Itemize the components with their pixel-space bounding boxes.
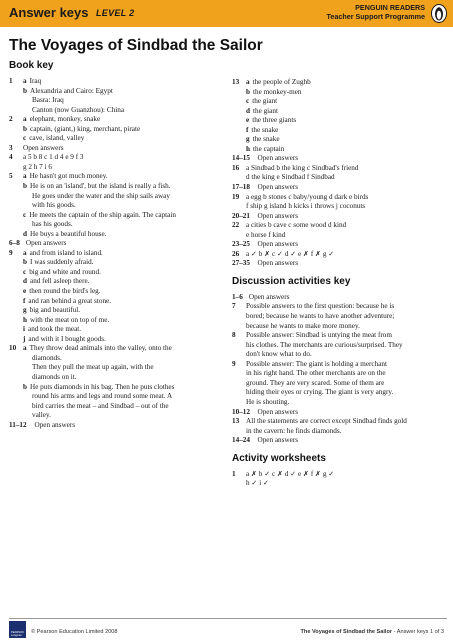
question-number: 1 — [232, 469, 236, 478]
answer-line — [232, 240, 447, 250]
answer-text: a cities b cave c some wood d kind — [246, 221, 347, 230]
question-number: 6–8 — [9, 239, 20, 248]
answer-text: Open answers — [34, 420, 76, 429]
answer-line — [232, 164, 447, 174]
answer-line — [232, 360, 447, 370]
answer-text: the monkey-men — [253, 87, 302, 96]
discussion-heading: Discussion activities key — [232, 275, 351, 287]
answer-text: Open answers — [248, 292, 290, 301]
answer-line — [9, 96, 224, 106]
answer-letter: a — [23, 248, 27, 257]
question-number: 9 — [232, 359, 236, 368]
answer-text: Alexandria and Cairo: Egypt — [30, 86, 113, 95]
answer-text: He puts diamonds in his bag. Then he puts clothes — [30, 382, 175, 391]
answer-text: Possible answers to the first question: because he is — [246, 302, 395, 311]
answer-line — [232, 183, 447, 193]
question-number: 4 — [9, 153, 13, 162]
answer-text: He is shouting. — [246, 397, 290, 406]
answer-line — [9, 239, 224, 249]
question-number: 14–24 — [232, 436, 250, 445]
answer-text: I was suddenly afraid. — [30, 258, 94, 267]
question-number: 10 — [9, 344, 17, 353]
answer-text: big and beautiful. — [29, 306, 81, 315]
answer-text: e horse f kind — [246, 230, 286, 239]
answer-text: has his goods. — [32, 220, 73, 229]
answer-text: the giant — [253, 106, 278, 115]
answer-line — [9, 87, 224, 97]
level-label: LEVEL 2 — [96, 8, 135, 18]
answer-line — [9, 258, 224, 268]
answer-text: bird carries the meat – and Sindbad – out of the — [32, 401, 169, 410]
answer-line — [9, 201, 224, 211]
answer-letter: a — [23, 77, 27, 85]
publisher-block — [326, 3, 425, 21]
answer-text: Open answers — [257, 183, 299, 192]
answer-text: and ran behind a great stone. — [28, 296, 112, 305]
answer-line — [9, 354, 224, 364]
answer-text: valley. — [32, 411, 51, 420]
answer-line — [9, 363, 224, 373]
answer-letter: d — [246, 106, 250, 115]
answer-line — [9, 153, 224, 163]
answer-text: Possible answer: The giant is holding a merchant — [246, 359, 387, 368]
answer-text: in the cavern: he finds diamonds. — [246, 426, 342, 435]
answer-line — [9, 277, 224, 287]
right-column — [232, 78, 447, 489]
answer-letter: h — [23, 315, 27, 324]
answer-line — [232, 126, 447, 136]
answer-line — [232, 250, 447, 260]
page-title: The Voyages of Sindbad the Sailor — [9, 37, 263, 54]
answer-text: the snake — [251, 125, 279, 134]
answer-text: Possible answer: Sindbad is untying the meat from — [246, 331, 392, 340]
left-column — [9, 58, 224, 430]
answer-letter: b — [23, 124, 27, 133]
answer-line — [232, 312, 447, 322]
answer-text: the captain — [253, 144, 285, 153]
answer-line — [9, 172, 224, 182]
answer-text: and fell asleep there. — [30, 277, 90, 286]
worksheets-list — [232, 470, 447, 489]
pearson-logo-icon — [9, 621, 26, 638]
question-number: 5 — [9, 172, 13, 181]
answer-letter: b — [23, 182, 27, 191]
answer-text: Open answers — [257, 154, 299, 163]
answer-text: Open answers — [25, 239, 67, 248]
answer-letter: b — [246, 87, 250, 96]
header-bar — [0, 0, 453, 27]
answer-text: Canton (now Guanzhou): China — [32, 105, 125, 114]
answer-line — [9, 316, 224, 326]
answer-text: Open answers — [257, 259, 299, 268]
answer-line — [232, 331, 447, 341]
answer-line — [232, 116, 447, 126]
answer-letter: d — [23, 277, 27, 286]
answer-line — [9, 287, 224, 297]
footer-book-title: The Voyages of Sindbad the Sailor — [300, 629, 393, 635]
question-number: 11–12 — [9, 420, 27, 429]
question-number: 16 — [232, 163, 240, 172]
answer-line — [232, 350, 447, 360]
footer — [0, 612, 453, 640]
footer-title — [300, 629, 444, 635]
book-key-continued-list — [232, 78, 447, 269]
answer-line — [9, 411, 224, 421]
answer-line — [232, 302, 447, 312]
answer-line — [232, 322, 447, 332]
answer-letter: g — [246, 135, 250, 144]
answer-text: He hasn't got much money. — [29, 172, 108, 181]
answer-line — [9, 77, 224, 87]
answer-text: d the king e Sindbad f Sindbad — [246, 173, 335, 182]
footer-page-info: - Answer keys 1 of 3 — [392, 629, 444, 635]
answer-line — [232, 154, 447, 164]
answer-line — [9, 392, 224, 402]
answer-text: He meets the captain of the ship again. The captain — [29, 210, 176, 219]
pearson-logo-text: PEARSON Longman — [11, 631, 24, 637]
answer-line — [232, 78, 447, 88]
answer-letter: b — [23, 86, 27, 95]
answer-letter: a — [246, 78, 250, 86]
question-number: 14–15 — [232, 154, 250, 163]
answer-text: the three giants — [252, 116, 297, 125]
answer-letter: j — [23, 334, 26, 343]
answer-text: All the statements are correct except Sindbad finds gold — [246, 417, 407, 426]
answer-line — [9, 125, 224, 135]
answer-line — [232, 398, 447, 408]
answer-letter: i — [23, 325, 25, 334]
answer-text: Open answers — [23, 143, 64, 152]
answer-text: Open answers — [257, 436, 299, 445]
question-number: 1 — [9, 77, 13, 85]
answer-line — [232, 107, 447, 117]
answer-line — [9, 344, 224, 354]
question-number: 1–6 — [232, 292, 243, 301]
question-number: 3 — [9, 143, 13, 152]
question-number: 10–12 — [232, 407, 250, 416]
answer-text: with his goods. — [32, 201, 76, 210]
answer-line — [9, 115, 224, 125]
answer-letter: c — [23, 134, 27, 143]
question-number: 13 — [232, 417, 240, 426]
answer-line — [232, 173, 447, 183]
question-number: 2 — [9, 115, 13, 124]
question-number: 8 — [232, 331, 236, 340]
answer-line — [232, 379, 447, 389]
answer-letter: e — [246, 116, 250, 125]
answer-text: because he wants to make more money. — [246, 321, 360, 330]
answer-line — [232, 388, 447, 398]
publisher-line-1: PENGUIN READERS — [355, 3, 425, 12]
answer-text: captain, (giant,) king, merchant, pirate — [30, 124, 141, 133]
answer-line — [9, 182, 224, 192]
answer-letter: a — [23, 172, 27, 181]
question-number: 17–18 — [232, 183, 250, 192]
answer-letter: a — [23, 344, 27, 353]
answer-text: with the meat on top of me. — [30, 315, 110, 324]
answer-line — [232, 427, 447, 437]
answer-line — [9, 249, 224, 259]
book-key-list — [9, 77, 224, 430]
answer-letter: d — [23, 229, 27, 238]
answer-line — [232, 231, 447, 241]
answer-line — [232, 202, 447, 212]
publisher-line-2: Teacher Support Programme — [326, 12, 425, 21]
question-number: 22 — [232, 221, 240, 230]
answer-line — [9, 325, 224, 335]
question-number: 7 — [232, 302, 236, 311]
answer-text: They throw dead animals into the valley, onto the — [29, 344, 172, 353]
answer-line — [232, 341, 447, 351]
answer-text: diamonds. — [32, 353, 62, 362]
answer-text: hiding their eyes or crying. The giant is very angry. — [246, 388, 394, 397]
question-number: 9 — [9, 248, 13, 257]
answer-line — [9, 220, 224, 230]
answer-line — [232, 135, 447, 145]
answer-line — [232, 417, 447, 427]
question-number: 13 — [232, 78, 240, 86]
answer-keys-label: Answer keys — [9, 5, 89, 20]
answer-text: ground. They are very scared. Some of them are — [246, 378, 385, 387]
answer-line — [9, 163, 224, 173]
answer-line — [232, 470, 447, 480]
answer-line — [232, 408, 447, 418]
answer-line — [9, 230, 224, 240]
answer-text: don't know what to do. — [246, 350, 312, 359]
answer-text: the giant — [252, 97, 278, 106]
answer-text: in his right hand. The other merchants are on the — [246, 369, 386, 378]
answer-line — [9, 402, 224, 412]
answer-text: cave, island, valley — [29, 134, 85, 143]
discussion-list — [232, 293, 447, 446]
answer-text: bored; because he wants to have another adventure; — [246, 312, 395, 321]
answer-line — [9, 297, 224, 307]
answer-line — [232, 97, 447, 107]
answer-text: Basra: Iraq — [32, 96, 64, 105]
answer-line — [9, 383, 224, 393]
answer-text: a 5 b 8 c 1 d 4 e 9 f 3 — [23, 153, 84, 162]
answer-text: h ✓ i ✓ — [246, 479, 270, 488]
answer-line — [9, 106, 224, 116]
answer-line — [9, 192, 224, 202]
answer-letter: f — [246, 125, 249, 134]
answer-text: Iraq — [29, 77, 42, 85]
answer-line — [9, 335, 224, 345]
answer-letter: b — [23, 258, 27, 267]
answer-line — [232, 479, 447, 489]
answer-line — [9, 421, 224, 431]
answer-letter: e — [23, 287, 27, 296]
answer-text: and took the meat. — [28, 325, 82, 334]
answer-line — [232, 293, 447, 303]
answer-letter: c — [246, 97, 250, 106]
answer-text: round his arms and legs and round some meat. A — [32, 392, 173, 401]
answer-text: a ✗ b ✓ c ✗ d ✓ e ✗ f ✗ g ✓ — [246, 469, 335, 478]
answer-letter: c — [23, 267, 27, 276]
question-number: 19 — [232, 192, 240, 201]
answer-text: Open answers — [257, 407, 299, 416]
answer-line — [232, 88, 447, 98]
answer-line — [9, 144, 224, 154]
answer-text: f ship g island h kicks i throws j coconuts — [246, 202, 366, 211]
answer-letter: a — [23, 115, 27, 124]
question-number: 23–25 — [232, 240, 250, 249]
answer-text: Open answers — [257, 211, 299, 220]
answer-line — [232, 259, 447, 269]
answer-text: He goes under the water and the ship sails away — [32, 191, 170, 200]
answer-line — [9, 268, 224, 278]
answer-text: then round the bird's leg. — [29, 287, 101, 296]
question-number: 26 — [232, 249, 240, 258]
answer-text: his clothes. The merchants are curious/surprised. They — [246, 340, 403, 349]
answer-text: big and white and round. — [29, 267, 101, 276]
answer-line — [232, 193, 447, 203]
answer-text: He buys a beautiful house. — [30, 229, 107, 238]
answer-text: a ✓ b ✗ c ✓ d ✓ e ✗ f ✗ g ✓ — [246, 249, 335, 258]
answer-letter: g — [23, 306, 27, 315]
copyright-text: © Pearson Education Limited 2008 — [31, 629, 118, 635]
answer-letter: f — [23, 296, 26, 305]
penguin-logo-icon — [431, 4, 447, 23]
answer-text: g 2 h 7 i 6 — [23, 162, 52, 171]
answer-line — [232, 369, 447, 379]
answer-text: and from island to island. — [29, 248, 103, 257]
book-key-heading: Book key — [9, 60, 54, 71]
answer-text: He is on an 'island', but the island is really a fish. — [30, 182, 171, 191]
answer-text: the snake — [252, 135, 280, 144]
answer-line — [9, 306, 224, 316]
answer-letter: h — [246, 144, 250, 153]
answer-line — [232, 212, 447, 222]
answer-text: and with it I bought goods. — [28, 334, 106, 343]
answer-line — [232, 221, 447, 231]
answer-line — [232, 145, 447, 155]
answer-line — [9, 134, 224, 144]
question-number: 27–35 — [232, 259, 250, 268]
footer-divider — [9, 618, 447, 619]
answer-text: a Sindbad b the king c Sindbad's friend — [246, 163, 359, 172]
answer-letter: c — [23, 210, 27, 219]
answer-line — [232, 436, 447, 446]
answer-text: Open answers — [257, 240, 299, 249]
worksheets-heading: Activity worksheets — [232, 452, 326, 464]
answer-text: Then they pull the meat up again, with the — [32, 363, 154, 372]
answer-line — [9, 373, 224, 383]
answer-text: a egg b stones c baby/young d dark e birds — [246, 192, 369, 201]
answer-text: elephant, monkey, snake — [29, 115, 101, 124]
answer-line — [9, 211, 224, 221]
answer-text: diamonds on it. — [32, 372, 77, 381]
answer-text: the people of Zughb — [252, 78, 311, 86]
answer-letter: b — [23, 382, 27, 391]
question-number: 20–21 — [232, 211, 250, 220]
